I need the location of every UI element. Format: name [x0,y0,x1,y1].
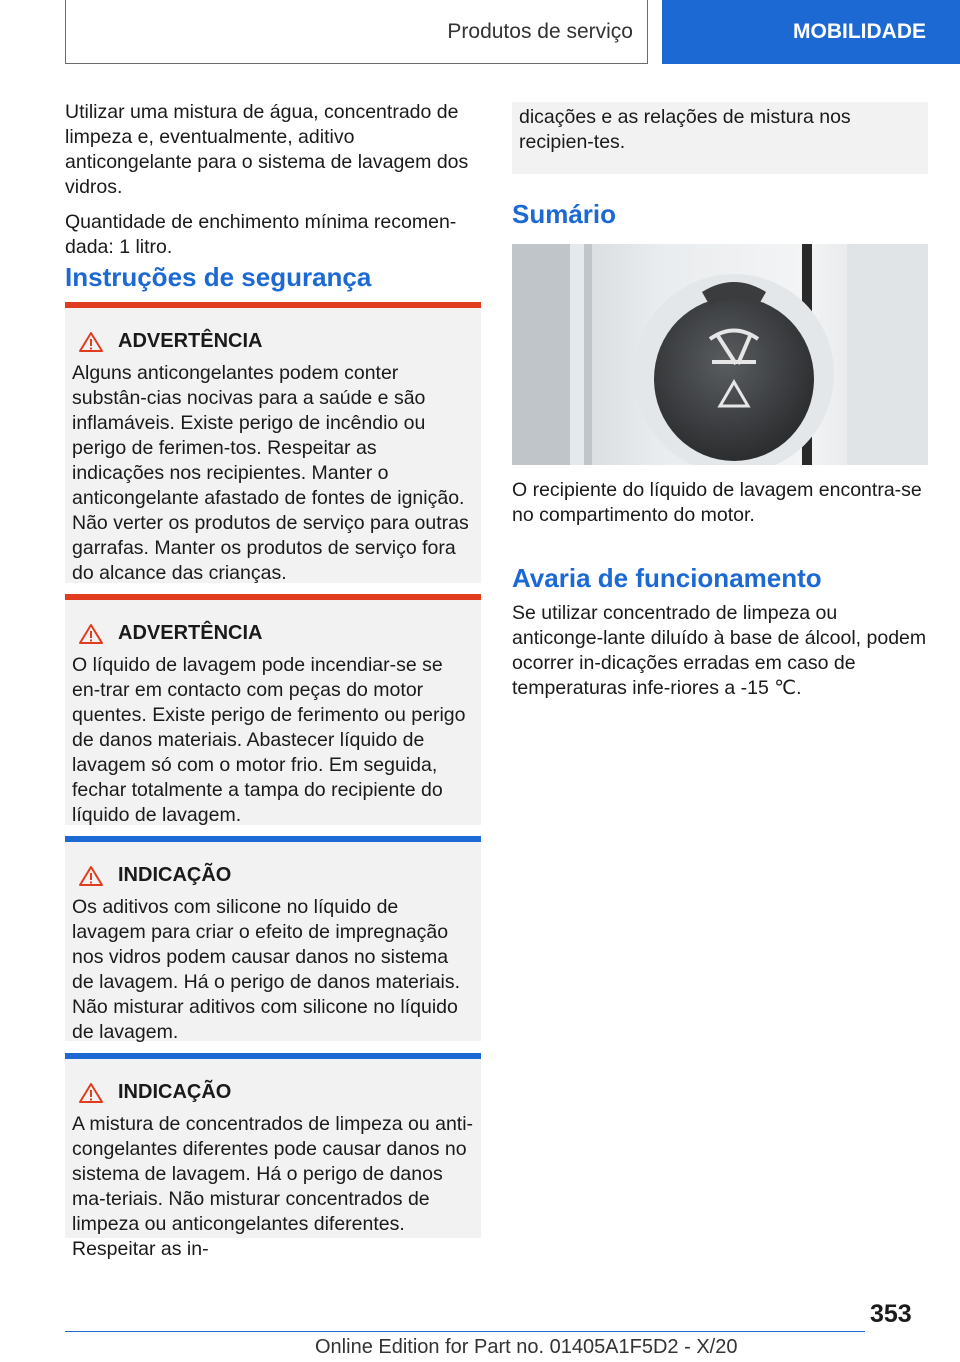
section-title: Produtos de serviço [447,19,633,43]
intro-paragraph: Utilizar uma mistura de água, concentrado de limpeza e, eventualmente, aditivo anticongelante para o sistema de lavagem dos vidros. [65,101,469,198]
footer-edition: Online Edition for Part no. 01405A1F5D2 - X/20 [315,1336,738,1358]
box-text: Alguns anticongelantes podem conter substân-cias nocivas para a saúde e são inflamáveis. Existe perigo de incêndio ou perigo de ferimen-tos. Respeitar as indicações nos recipientes. Manter o anticongelante afastado de fontes de ignição. Não verter os produtos de serviço para outras garrafas. Manter os produtos de serviço fora do alcance das crianças. [72,362,469,584]
notice-box-1 [65,836,481,1041]
chapter-title: MOBILIDADE [793,20,926,43]
warning-box-2 [65,594,481,825]
photo-caption: O recipiente do líquido de lavagem encontra-se no compartimento do motor. [512,479,922,526]
notice-bar [65,836,481,842]
warning-box-1 [65,302,481,583]
summary-heading: Sumário [512,199,617,229]
warning-triangle-icon [78,331,104,353]
box-title: ADVERTÊNCIA [72,622,474,645]
warning-triangle-icon [78,1082,104,1104]
box-text: O líquido de lavagem pode incendiar-se se en-trar em contacto com peças do motor quentes. Existe perigo de ferimento ou perigo de danos materiais. Abastecer líquido de lavagem só com o motor frio. Em seguida, fechar totalmente a tampa do recipiente do líquido de lavagem. [72,654,466,826]
header-chapter [662,0,960,64]
warning-bar [65,594,481,600]
malfunction-paragraph: Se utilizar concentrado de limpeza ou anticonge-lante diluído à base de álcool, podem ocorrer in-dicações erradas em caso de temperaturas infe-riores a -15 ℃. [512,602,927,699]
footer-divider [65,1331,865,1332]
header-section [65,0,648,64]
box-text: Os aditivos com silicone no líquido de lavagem para criar o efeito de impregnação nos vidros podem causar danos no sistema de lavagem. Há o perigo de danos materiais. Não misturar aditivos com silicone no líquido de lavagem. [72,896,461,1043]
warning-triangle-icon [78,865,104,887]
safety-heading: Instruções de segurança [65,262,372,292]
box-title: INDICAÇÃO [72,1081,474,1104]
washer-reservoir-photo [512,244,928,465]
box-text: A mistura de concentrados de limpeza ou anti-congelantes diferentes pode causar danos no sistema de lavagem. Há o perigo de danos ma-teriais. Não misturar concentrados de limpeza ou anticongelantes diferentes. Respeitar as in- [72,1113,474,1260]
notice-box-2 [65,1053,481,1260]
box-title: ADVERTÊNCIA [72,330,474,353]
malfunction-heading: Avaria de funcionamento [512,563,822,593]
warning-triangle-icon [78,623,104,645]
left-intro [65,100,481,270]
quantity-paragraph: Quantidade de enchimento mínima recomen-dada: 1 litro. [65,211,457,258]
warning-bar [65,302,481,308]
box-title: INDICAÇÃO [72,864,474,887]
continued-note: dicações e as relações de mistura nos recipien-tes. [512,102,928,174]
notice-bar [65,1053,481,1059]
page-number: 353 [870,1300,912,1328]
